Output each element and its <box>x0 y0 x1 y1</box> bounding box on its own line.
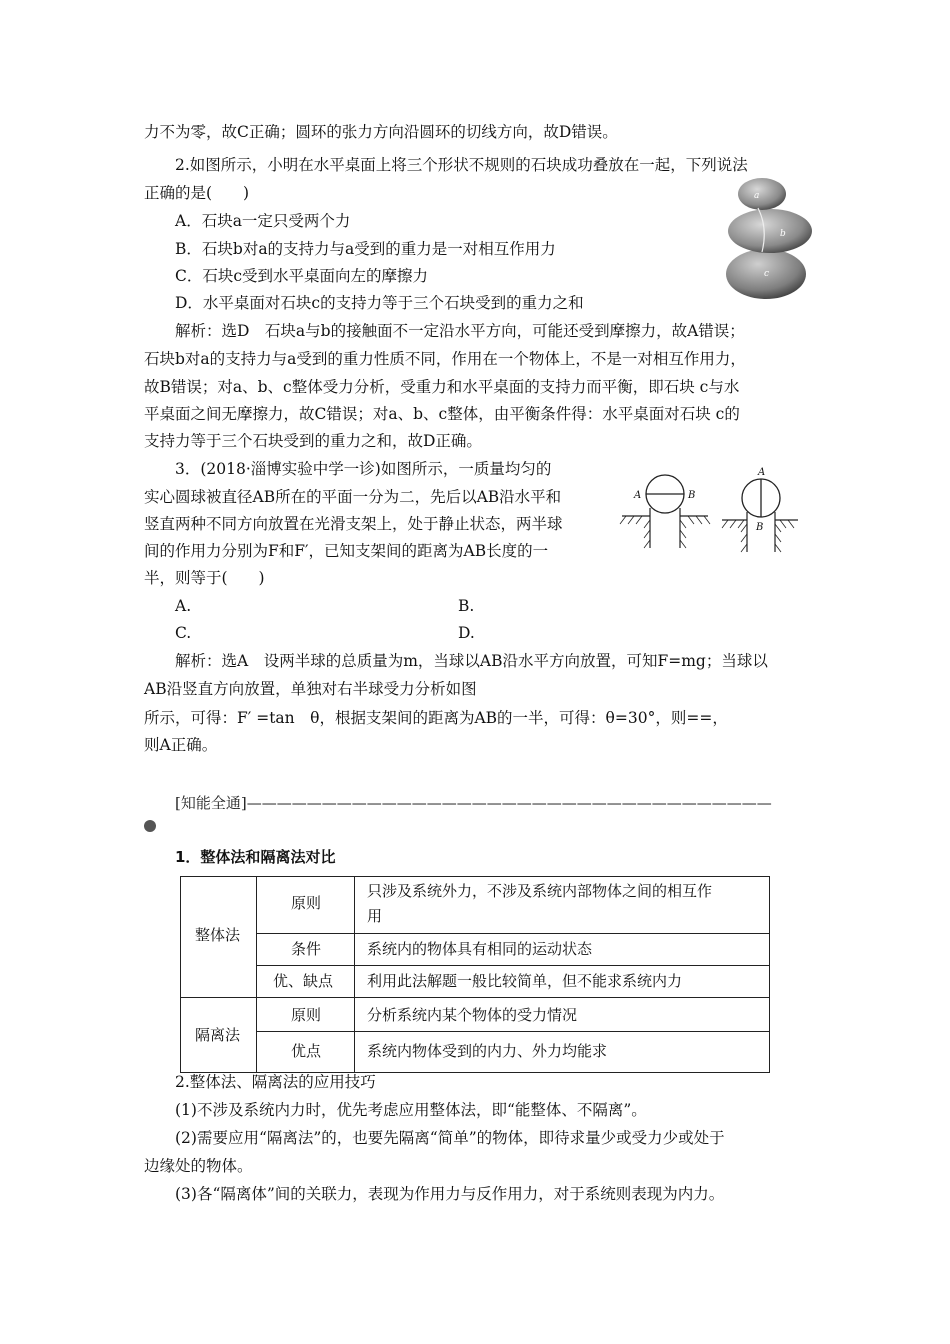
stone-label-c: c <box>764 269 770 279</box>
table-title: 1．整体法和隔离法对比 <box>175 848 336 866</box>
stone-label-b: b <box>780 229 786 239</box>
fig1-label-a: A <box>634 490 642 501</box>
analysis-2-line: 解析：选D 石块a与b的接触面不一定沿水平方向，可能还受到摩擦力，故A错误； <box>175 322 745 340</box>
table-desc-text: 分析系统内某个物体的受力情况 <box>367 1006 578 1024</box>
tip-line: (2)需要应用“隔离法”的，也要先隔离“简单”的物体，即待求量少或受力少或处于 <box>175 1129 725 1147</box>
analysis-2-line: 支持力等于三个石块受到的重力之和，故D正确。 <box>144 432 482 450</box>
question-2-option-d: D．水平桌面对石块c的支持力等于三个石块受到的重力之和 <box>175 294 584 312</box>
question-2-stem: 2.如图所示，小明在水平桌面上将三个形状不规则的石块成功叠放在一起，下列说法 <box>175 156 748 174</box>
tip-line: 边缘处的物体。 <box>144 1157 253 1175</box>
tip-line: (3)各“隔离体”间的关联力，表现为作用力与反作用力，对于系统则表现为内力。 <box>175 1185 725 1203</box>
question-3-option-b: B. <box>458 597 475 615</box>
question-2-option-a: A．石块a一定只受两个力 <box>175 212 351 230</box>
table-item-label: 优、缺点 <box>273 972 334 990</box>
table-item-label: 原则 <box>291 1006 322 1024</box>
table-item-label: 条件 <box>291 940 322 958</box>
analysis-2-line: 平桌面之间无摩擦力，故C错误；对a、b、c整体，由平衡条件得：水平桌面对石块 c的 <box>144 405 740 423</box>
tips-title: 2.整体法、隔离法的应用技巧 <box>175 1073 376 1091</box>
table-group-label: 整体法 <box>195 926 241 944</box>
question-2-stem-cont: 正确的是( ) <box>144 184 250 202</box>
question-3-stem: 间的作用力分别为F和F′，已知支架间的距离为AB长度的一 <box>144 542 549 560</box>
stone-a <box>738 178 786 210</box>
fig1-label-b: B <box>688 490 696 501</box>
question-2-option-c: C．石块c受到水平桌面向左的摩擦力 <box>175 267 429 285</box>
table-desc-text: 系统内的物体具有相同的运动状态 <box>367 940 593 958</box>
analysis-3-line: 所示，可得：F′ =tan θ，根据支架间的距离为AB的一半，可得：θ=30°，则==， <box>144 709 728 727</box>
hemisphere-horizontal-figure <box>616 458 714 552</box>
table-desc-text: 利用此法解题一般比较简单，但不能求系统内力 <box>367 972 683 990</box>
analysis-3-line: 解析：选A 设两半球的总质量为m，当球以AB沿水平方向放置，可知F=mg；当球以 <box>175 652 768 670</box>
comparison-table <box>180 876 770 1073</box>
question-3-stem: 实心圆球被直径AB所在的平面一分为二，先后以AB沿水平和 <box>144 488 562 506</box>
analysis-3-line: 则A正确。 <box>144 736 218 754</box>
analysis-2-line: 故B错误；对a、b、c整体受力分析，受重力和水平桌面的支持力而平衡，即石块 c与水 <box>144 378 740 396</box>
stacked-stones-figure <box>718 176 818 300</box>
table-group-label: 隔离法 <box>195 1026 241 1044</box>
hemisphere-vertical-figure <box>720 462 800 556</box>
question-3-option-c: C. <box>175 624 192 642</box>
stone-b <box>728 209 812 253</box>
analysis-2-line: 石块b对a的支持力与a受到的重力性质不同，作用在一个物体上，不是一对相互作用力， <box>144 350 746 368</box>
fig2-label-b: B <box>756 522 764 533</box>
table-desc-text: 只涉及系统外力，不涉及系统内部物体之间的相互作 <box>367 882 713 900</box>
table-desc-text: 系统内物体受到的内力、外力均能求 <box>367 1042 608 1060</box>
question-3-stem: 竖直两种不同方向放置在光滑支架上，处于静止状态，两半球 <box>144 515 563 533</box>
section-header: [知能全通]——————————————————————————————————— <box>175 794 772 812</box>
question-2-option-b: B．石块b对a的支持力与a受到的重力是一对相互作用力 <box>175 240 556 258</box>
text-line: 力不为零，故C正确；圆环的张力方向沿圆环的切线方向，故D错误。 <box>144 123 618 141</box>
table-desc-text: 用 <box>367 907 383 925</box>
tip-line: (1)不涉及系统内力时，优先考虑应用整体法，即“能整体、不隔离”。 <box>175 1101 647 1119</box>
table-item-label: 优点 <box>291 1042 322 1060</box>
analysis-3-line: AB沿竖直方向放置，单独对右半球受力分析如图 <box>144 680 477 698</box>
table-item-label: 原则 <box>291 894 322 912</box>
fig2-label-a: A <box>758 467 766 478</box>
question-3-stem: 3．(2018·淄博实验中学一诊)如图所示，一质量均匀的 <box>175 460 552 478</box>
question-3-stem: 半，则等于( ) <box>144 569 265 587</box>
question-3-option-a: A. <box>175 597 192 615</box>
question-3-option-d: D. <box>458 624 475 642</box>
stone-label-a: a <box>754 191 760 201</box>
bullet-icon <box>144 820 156 832</box>
